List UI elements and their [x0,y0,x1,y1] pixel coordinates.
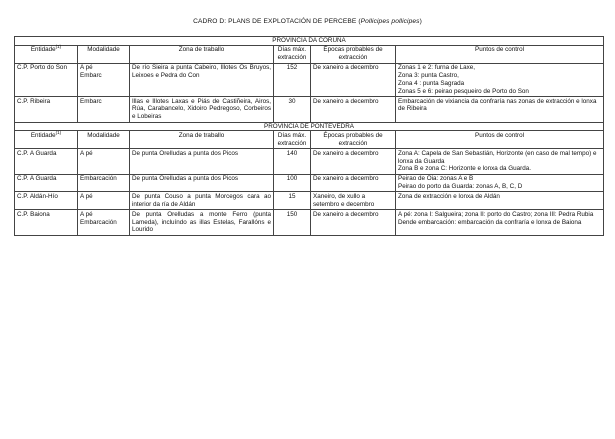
col-header-zona: Zona de traballo [130,45,274,63]
cell-dias: 100 [274,174,311,192]
cell-zona: De punta Orelludas a monte Ferro (punta Lameda), incluíndo as illas Estelas, Farallóns e Lourido [130,210,274,236]
table-row [15,97,604,123]
col-header-epocas: Épocas probables de extracción [311,131,396,149]
cell-dias: 15 [274,192,311,210]
cell-epocas: Xaneiro, de xullo a setembro e decembro [311,192,396,210]
cell-epocas: De xaneiro a decembro [311,210,396,236]
cell-dias: 30 [274,97,311,123]
cell-zona: De punta Orelludas a punta dos Picos [130,149,274,175]
cell-entidade: C.P. Aldán-Hío [15,192,78,210]
header-label: Entidade [30,131,56,139]
puntos-line: Zonas 5 e 6: peirao pesqueiro de Porto do Son [398,87,529,95]
modalidade-line: A pé [80,64,93,72]
cell-zona: De río Sieira a punta Cabeiro, Illotes Os Bruyos, Leixoes e Pedra do Con [130,63,274,96]
cell-puntos [396,63,604,96]
modalidade-line: Embarc [80,97,102,105]
col-header-modalidade: Modalidade [78,45,130,63]
province-name: PROVINCIA DA CORUÑA [15,37,604,46]
table-row [15,192,604,210]
col-header-modalidade: Modalidade [78,131,130,149]
modalidade-line: A pé [80,210,93,218]
header-row [15,45,604,63]
exploitation-plans-table [14,36,604,236]
cell-modalidade [78,63,130,96]
col-header-puntos: Puntos de control [396,131,604,149]
modalidade-line: A pé [80,192,93,200]
cell-epocas: De xaneiro a decembro [311,63,396,96]
title-close: ) [419,18,422,25]
table-row [15,174,604,192]
title-species: Pollicipes pollicipes [360,18,420,25]
cell-epocas: De xaneiro a decembro [311,149,396,175]
cell-zona: Illas e Illotes Laxas e Piás de Castiñeira, Airos, Rúa, Carabancelo, Xidoiro Pedregoso, Corbeiros e Lobeiras [130,97,274,123]
puntos-line: Zona B e zona C: Horizonte e lonxa da Guarda. [398,165,532,173]
table-body [15,37,604,236]
col-header-zona: Zona de traballo [130,131,274,149]
puntos-line: Zona 4 : punta Sagrada [398,79,465,87]
cell-zona: De punta Couso a punta Morcegos cara ao interior da ría de Aldán [130,192,274,210]
cell-dias: 150 [274,210,311,236]
cell-zona: De punta Orelludas a punta dos Picos [130,174,274,192]
modalidade-line: Embarcación [80,218,117,226]
cell-modalidade [78,149,130,175]
puntos-line: Peirao do porto da Guarda: zonas A, B, C, D [398,183,523,191]
cell-entidade: C.P. A Guarda [15,174,78,192]
cell-modalidade [78,192,130,210]
cell-puntos [396,149,604,175]
col-header-dias: Días máx. extracción [274,45,311,63]
cell-epocas: De xaneiro a decembro [311,97,396,123]
header-row [15,131,604,149]
cell-entidade: C.P. A Guarda [15,149,78,175]
cell-epocas: De xaneiro a decembro [311,174,396,192]
cell-puntos [396,97,604,123]
puntos-line: Zona 3: punta Castro, [398,71,459,79]
col-header-entidade [15,45,78,63]
puntos-line: Dende embarcación: embarcación da confraría e lonxa de Baiona [398,218,582,226]
puntos-line: Peirao de Oia: zonas A e B [398,175,474,183]
cell-dias: 152 [274,63,311,96]
header-label: Entidade [30,46,56,54]
cell-modalidade [78,97,130,123]
col-header-epocas: Épocas probables de extracción [311,45,396,63]
province-name: PROVINCIA DE PONTEVEDRA [15,122,604,131]
cell-entidade: C.P. Baiona [15,210,78,236]
puntos-line: Zonas 1 e 2: furna de Laxe, [398,64,476,72]
cell-modalidade [78,174,130,192]
col-header-entidade [15,131,78,149]
modalidade-line: Embarcación [80,175,117,183]
document-title [0,18,615,25]
footnote-marker: (1) [55,44,62,50]
footnote-marker: (1) [55,129,62,135]
table-row [15,63,604,96]
cell-puntos [396,192,604,210]
cell-modalidade [78,210,130,236]
puntos-line: Embarcación de vixiancia da confraría nas zonas de extracción e lonxa de Ribeira [398,97,597,113]
puntos-line: A pé: zona I: Salgueira; zona II: porto do Castro; zona III: Pedra Rubia [398,210,594,218]
modalidade-line: A pé [80,149,93,157]
cell-puntos [396,174,604,192]
table-row [15,210,604,236]
table-row [15,149,604,175]
cell-entidade: C.P. Porto do Son [15,63,78,96]
cell-entidade: C.P. Ribeira [15,97,78,123]
province-row [15,37,604,46]
province-row [15,122,604,131]
modalidade-line: Embarc [80,71,102,79]
cell-puntos [396,210,604,236]
cell-dias: 140 [274,149,311,175]
col-header-puntos: Puntos de control [396,45,604,63]
title-main: CADRO D: PLANS DE EXPLOTACIÓN DE PERCEBE ( [193,18,361,25]
col-header-dias: Días máx. extracción [274,131,311,149]
puntos-line: Zona de extracción e lonxa de Aldán [398,192,500,200]
puntos-line: Zona A: Capela de San Sebastián, Horizonte (en caso de mal tempo) e lonxa da Guarda [398,149,597,165]
